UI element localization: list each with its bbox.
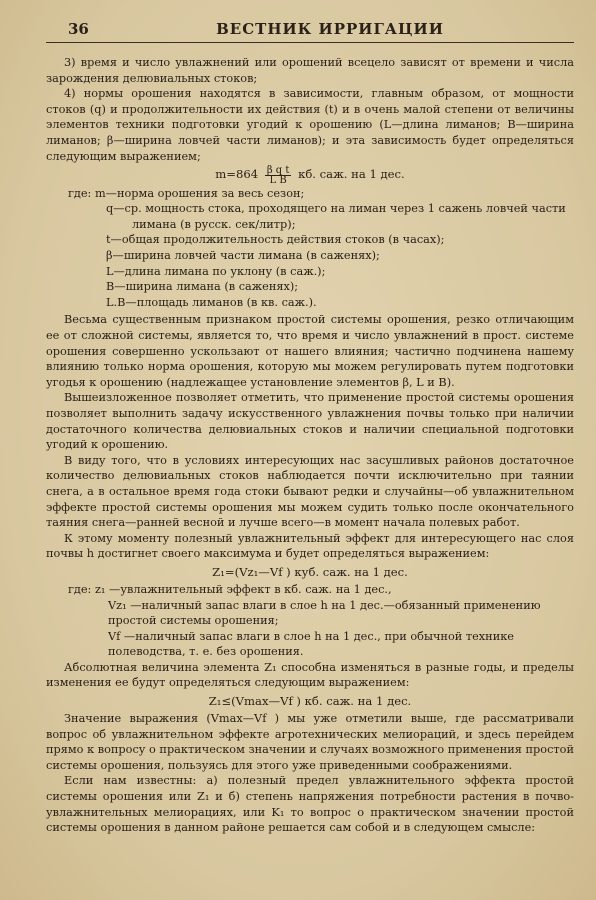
formula-irrigation-norm [46,165,574,185]
page-header [46,16,574,43]
paragraph-10: Значение выражения (Vmax—Vf ) мы уже отметили выше, где рассматривали вопрос об увлажнительном эффекте агротехнических мелиораций, и здесь перейдем прямо к вопросу о практическом значении и случаях возможного применения простой системы орошения, пользуясь для этого уже приведенными соображениями. [46,712,574,772]
paragraph-3: 3) время и число увлажнений или орошений всецело зависят от времени и числа зарождения делювиальных стоков; [46,56,574,85]
def-z1: где: z₁ —увлажнительный эффект в кб. саж. на 1 дес., [68,582,392,596]
paragraph-9: Абсолютная величина элемента Z₁ способна изменяться в разные годы, и пределы изменения ее будут определяться следующим выражением: [46,660,574,690]
formula-fraction [265,166,292,185]
def-L: L—длина лимана по уклону (в саж.); [106,264,326,278]
definitions-list-2 [68,582,574,660]
formula-limit: Z₁≤(Vmax—Vf ) кб. саж. на 1 дес. [208,694,412,709]
def-q-cont: лимана (в русск. сек/литр); [132,217,296,231]
paragraph-6: Вышеизложенное позволяет отметить, что применение простой системы орошения позволяет выполнить задачу искусственного увлажнения почвы только при наличии достаточного количества делювиальных стоков и наличии специальной подготовки угодий к орошению. [46,391,574,452]
def-B: B—ширина лимана (в саженях); [106,280,299,294]
formula-left: m=864 [215,167,259,182]
def-vz: Vz₁ —наличный запас влаги в слое h на 1 дес.—обязанный применению простой системы орошения; [108,598,541,628]
formula-denominator: L B [269,174,287,186]
formula-effect: Z₁=(Vz₁—Vf ) куб. саж. на 1 дес. [212,564,408,579]
paragraph-4: 4) нормы орошения находятся в зависимости, главным образом, от мощности стоков (q) и продолжительности их действия (t) и в очень малой степени от величины элементов техники подготовки угодий к орошению (L—длина лиманов; B—ширина лиманов; β—ширина ловчей части лиманов); и эта зависимость будет определяться следующим выражением; [46,87,574,163]
def-q: q—ср. мощность стока, проходящего на лиман через 1 сажень ловчей части [106,202,566,216]
paragraph-5: Весьма существенным признаком простой системы орошения, резко отличающим ее от сложной системы, является то, что время и число увлажнений в прост. системе орошения совершенно ускользают от нашего влияния; частично подчинена нашему влиянию только норма орошения, которую мы можем регулировать путем подготовки угодья к орошению (надлежащее установление элементов β, L и B). [46,313,574,389]
def-m: где: m—норма орошения за весь сезон; [68,186,305,200]
page-number: 36 [68,20,89,38]
def-LB: L.B—площадь лиманов (в кв. саж.). [106,295,317,309]
def-beta: β—ширина ловчей части лимана (в саженях); [106,249,380,263]
paragraph-7: В виду того, что в условиях интересующих нас засушливых районов достаточное количество делювиальных стоков наблюдается почти исключительно при таянии снега, а в остальное время года стоки бывают редки и случайны—об увлажнительном эффекте простой системы орошения мы можем судить только после окончательного таяния снега—ранней весной и лучше всего—в момент начала полевых работ. [46,453,574,530]
formula-units: кб. саж. на 1 дес. [298,167,405,182]
def-t: t—общая продолжительность действия стоков (в часах); [106,233,445,247]
paragraph-8: К этому моменту полезный увлажнительный эффект для интересующего нас слоя почвы h достигнет своего максимума и будет определяться выражением: [46,531,574,561]
journal-title: ВЕСТНИК ИРРИГАЦИИ [216,20,444,38]
paragraph-11: Если нам известны: а) полезный предел увлажнительного эффекта простой системы орошения или Z₁ и б) степень напряжения потребности растения в почво-увлажнительных мелиорациях, или K₁ то вопрос о практическом значении простой системы орошения в данном районе решается сам собой и в следующем смысле: [46,774,574,835]
definitions-list [68,186,574,311]
def-vf: Vf —наличный запас влаги в слое h на 1 дес., при обычной технике полеводства, т. е. без орошения. [108,629,514,659]
formula-numerator: β q t [266,164,290,176]
